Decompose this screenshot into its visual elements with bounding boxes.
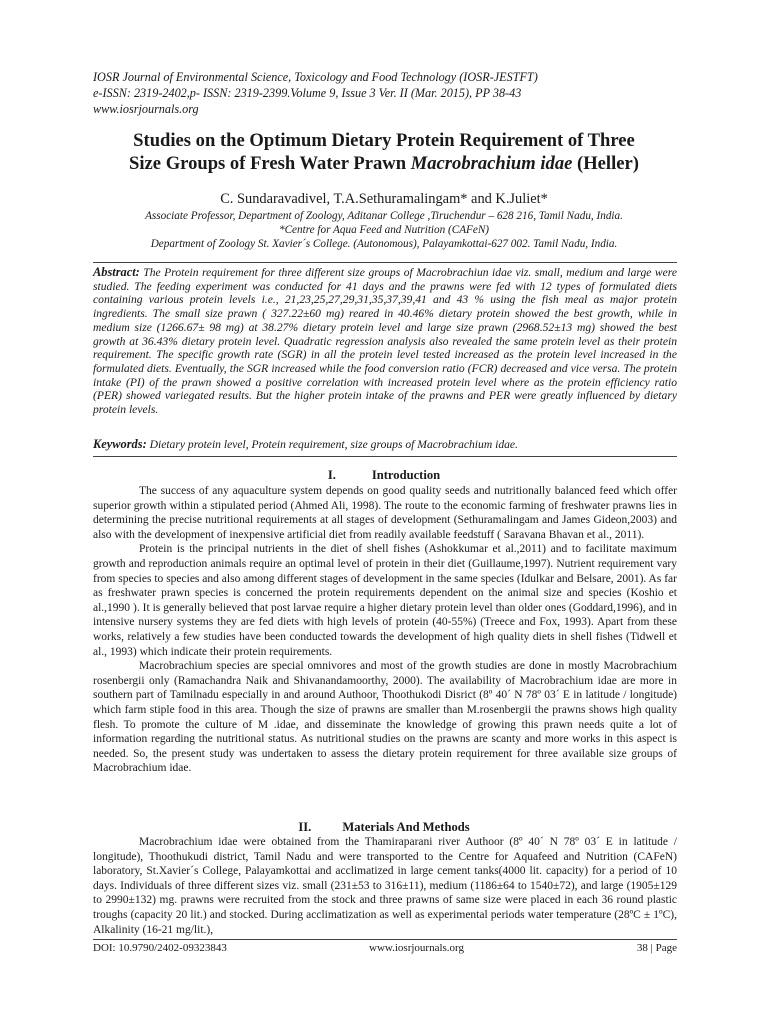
section-heading-methods [60,820,708,835]
abstract-top-rule [93,262,677,263]
affiliation-1: Associate Professor, Department of Zoology, Aditanar College ,Tiruchendur – 628 216, Tamil Nadu, India. [145,210,623,222]
introduction-body [93,484,677,776]
affiliation-2: *Centre for Aqua Feed and Nutrition (CAFeN) [278,224,490,236]
paragraph: The success of any aquaculture system depends on good quality seeds and nutritionally balanced feed which offer superior growth within a stipulated period (Ahmed Ali, 1998). The route to the economic farming of freshwater prawns lies in determining the precise nutritional requirements at all stages of development (Sethuramalingam and James Gideon,2003) and also with the development of inexpensive artificial diet from readily available feedstuff ( Saravana Bhavan et al., 2011). [93,485,677,541]
title-text: Size Groups of Fresh Water Prawn [129,153,411,174]
paragraph: Protein is the principal nutrients in the diet of shell fishes (Ashokkumar et al.,2011) and to facilitate maximum growth and reproduction animals require an optimal level of protein in their diet (Guillaume,1997). Nutrient requirement vary from species to species and also among different stages of development in the same species (Idulkar and Belsare, 2001). As far as freshwater prawn species is concerned the protein requirements dependent on the animal size and species (Koshio et al.,1990 ). It is generally believed that post larvae require a higher dietary protein level than older ones (Goddard,1996), and in intensive nursery systems they are fed diets with high levels of protein (40-55%) (Treece and Fox, 1993). Apart from these works, relatively a few studies have been conducted towards the development of high quality diets in shell fishes (Tidwell et al., 1993) which indicate their protein requirements. [93,543,677,658]
section-title: Introduction [371,468,441,482]
footer-rule [93,939,677,940]
paper-title [60,129,708,175]
abstract-bottom-rule [93,456,677,457]
section-heading-introduction [60,468,708,483]
keywords-text: Dietary protein level, Protein requirement, size groups of Macrobrachium idae. [146,438,518,451]
section-number: II. [298,820,312,834]
keywords-label: Keywords: [93,437,147,451]
title-line-2 [60,152,708,175]
journal-name: IOSR Journal of Environmental Science, Toxicology and Food Technology (IOSR-JESTFT) [93,70,538,84]
page-number: 38 | Page [636,942,677,954]
methods-body [93,835,677,937]
species-name: Macrobrachium idae [410,153,573,174]
keywords [93,437,677,452]
paragraph: Macrobrachium species are special omnivores and most of the growth studies are done in mostly Macrobrachium rosenbergii only (Ramachandra Naik and Shivanandamoorthy, 2000). The availability of Macrobrachium idae are more in southern part of Tamilnadu especially in and around Authoor, Thoothukodi Disrict (8º 40´ N 78º 03´ E in latitude / longitude) which farm stiple food in this area. Though the size of prawns are smaller than M.rosenbergii the prawns shows high quality flesh. To promote the culture of M .idae, and disseminate the knowledge of growing this prawn needs quite a lot of information regarding the nutritional status. As nutritional studies on the prawns are scanty and more works in this aspect is needed. So, the present study was undertaken to assess the dietary protein requirement for three available size groups of Macrobrachium idae. [93,660,677,775]
abstract-text: The Protein requirement for three different size groups of Macrobrachiun idae viz. small, medium and large were studied. The feeding experiment was conducted for 41 days and the prawns were fed with 12 types of formulated diets containing various protein levels i.e., 21,23,25,27,29,31,35,37,39,41 and 43 % using the fish meal as major protein ingredients. The small size prawn ( 327.22±60 mg) reared in 40.46% dietary protein showed the best growth, while in medium size (1266.67± 98 mg) at 38.27% dietary protein level and large size prawn (2968.52±13 mg) showed the best growth at 36.43% dietary protein level. Quadratic regression analysis also revealed the same protein level as their protein requirement. The specific growth rate (SGR) in all the protein level tested increased as the protein level increased in the formulated diets. Eventually, the SGR increased while the food conversion ratio (FCR) decreased and vice versa. The protein intake (PI) of the prawn showed a positive correlation with increased protein level where as the protein efficiency ratio (PER) showed variegated results. But the higher protein intake of the prawns and PER were greatly influenced by dietary protein levels. [93,266,677,417]
abstract-label: Abstract: [93,265,140,279]
section-number: I. [327,468,336,482]
paragraph: Macrobrachium idae were obtained from the Thamiraparani river Authoor (8º 40´ N 78º 03´ E in latitude / longitude), Thoothukudi district, Tamil Nadu and were transported to the Centre for Aquafeed and Nutrition (CAFeN) laboratory, St.Xavier´s College, Palayamkottai and acclimatized in large cement tanks(4000 lit. capacity) for a period of 10 days. Individuals of three different sizes viz. small (231±53 to 316±11), medium (1186±64 to 1540±72), and large (1905±129 to 2990±132) mg. prawns were recruited from the stock and three prawns of same size were placed in each 36 round plastic troughs (capacity 20 lit.) and stocked. During acclimatization as well as experimental periods water temperature (28ºC ± 1ºC), Alkalinity (16-21 mg/lit.), [93,836,677,936]
footer-doi[interactable]: DOI: 10.9790/2402-09323843 [93,942,227,954]
affiliation-3: Department of Zoology St. Xavier´s College. (Autonomous), Palayamkottai-627 002. Tamil Nadu, India. [150,238,618,250]
author-list: C. Sundaravadivel, T.A.Sethuramalingam* and K.Juliet* [220,191,548,207]
journal-header [93,69,693,117]
journal-issn: e-ISSN: 2319-2402,p- ISSN: 2319-2399.Volume 9, Issue 3 Ver. II (Mar. 2015), PP 38-43 [93,86,522,100]
journal-website[interactable]: www.iosrjournals.org [93,102,199,116]
title-line-1: Studies on the Optimum Dietary Protein Requirement of Three [133,130,635,151]
abstract [93,266,677,417]
footer-website[interactable]: www.iosrjournals.org [369,942,465,954]
title-author-citation: (Heller) [572,153,639,174]
section-title: Materials And Methods [342,820,470,834]
